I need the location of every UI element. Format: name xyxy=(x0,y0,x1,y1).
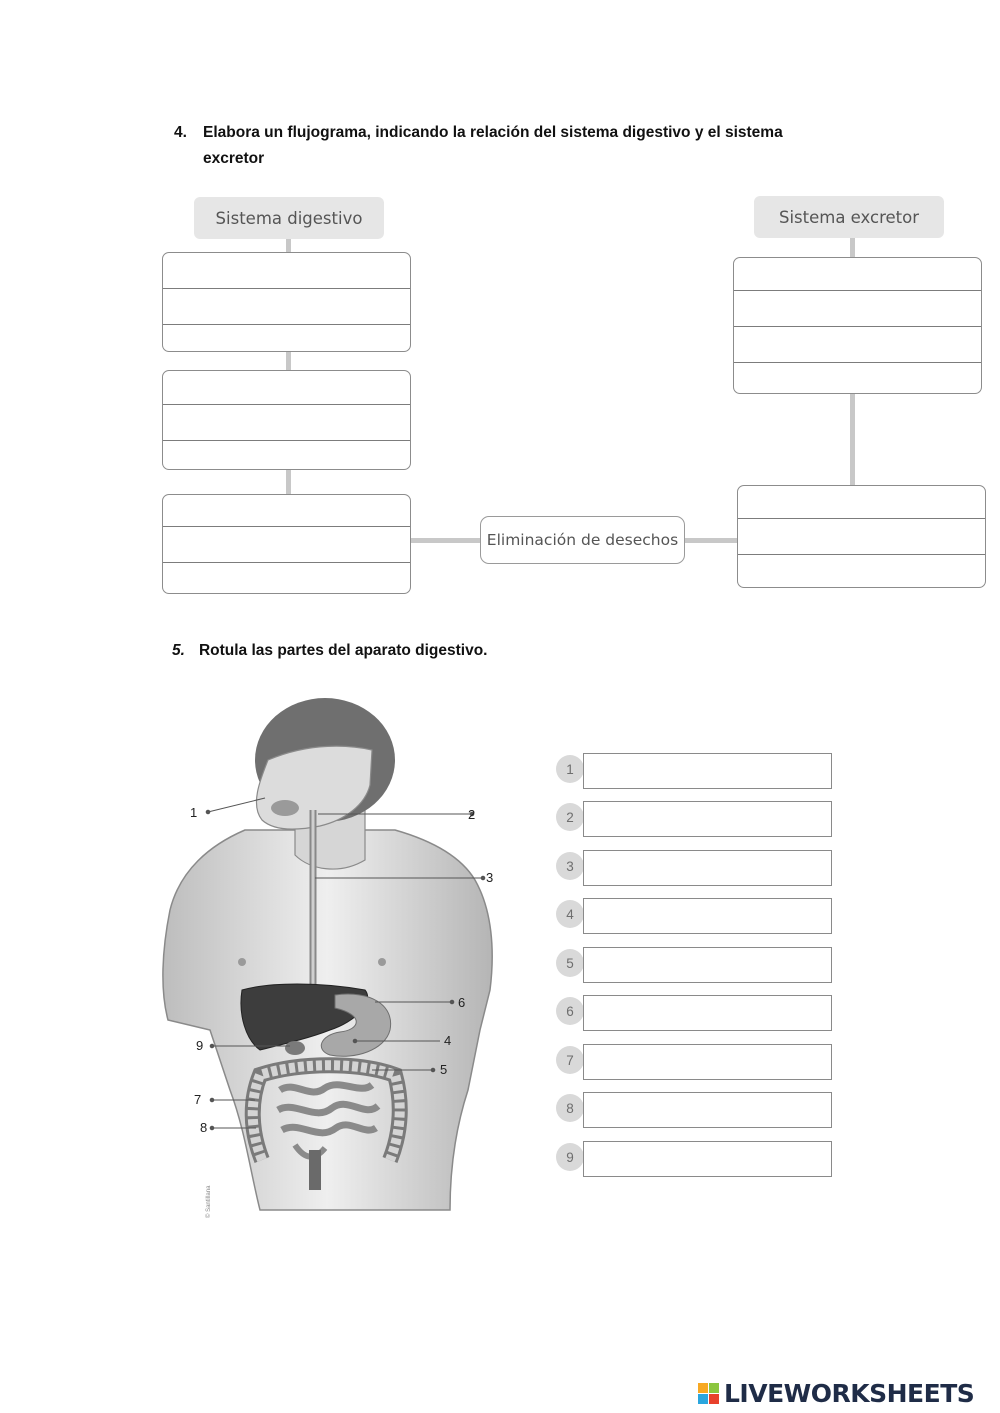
number-badge: 9 xyxy=(556,1143,584,1171)
answer-field-1[interactable] xyxy=(583,753,832,789)
question-5 xyxy=(172,642,488,660)
digestive-box-2 xyxy=(162,370,411,470)
pointer-label: 6 xyxy=(458,995,466,1010)
answer-row xyxy=(556,1044,832,1080)
pointer-label: 4 xyxy=(444,1033,452,1048)
answer-line[interactable] xyxy=(734,363,981,393)
answer-field-5[interactable] xyxy=(583,947,832,983)
answer-line[interactable] xyxy=(163,527,410,563)
waste-elimination-node: Eliminación de desechos xyxy=(480,516,685,564)
answer-row xyxy=(556,995,832,1031)
answer-line[interactable] xyxy=(163,371,410,405)
number-badge: 5 xyxy=(556,949,584,977)
number-badge: 8 xyxy=(556,1094,584,1122)
pointer-label: 3 xyxy=(486,870,494,885)
question-5-text: Rotula las partes del aparato digestivo. xyxy=(198,642,488,659)
human-torso-image xyxy=(150,690,510,1220)
answer-line[interactable] xyxy=(738,519,985,555)
answer-line[interactable] xyxy=(163,441,410,469)
number-badge: 2 xyxy=(556,803,584,831)
connector-line xyxy=(685,538,738,543)
answer-field-3[interactable] xyxy=(583,850,832,886)
answer-line[interactable] xyxy=(734,327,981,363)
answer-line[interactable] xyxy=(163,495,410,527)
connector-line xyxy=(286,469,291,495)
answer-line[interactable] xyxy=(734,258,981,291)
answer-line[interactable] xyxy=(163,405,410,441)
answer-row xyxy=(556,801,832,837)
pointer-label: 9 xyxy=(196,1038,204,1053)
digestive-box-3 xyxy=(162,494,411,594)
answer-row xyxy=(556,1092,832,1128)
liveworksheets-brand xyxy=(698,1379,974,1408)
answer-field-4[interactable] xyxy=(583,898,832,934)
answer-line[interactable] xyxy=(738,486,985,519)
answer-line[interactable] xyxy=(734,291,981,327)
question-5-number: 5. xyxy=(172,642,185,659)
answer-row xyxy=(556,898,832,934)
answer-line[interactable] xyxy=(163,253,410,289)
digestive-system-illustration xyxy=(150,690,510,1220)
connector-line xyxy=(850,238,855,258)
answer-row xyxy=(556,1141,832,1177)
excretory-box-1 xyxy=(733,257,982,394)
answer-line[interactable] xyxy=(163,325,410,351)
answer-line[interactable] xyxy=(738,555,985,587)
brand-name: LIVEWORKSHEETS xyxy=(724,1379,975,1408)
number-badge: 3 xyxy=(556,852,584,880)
answer-row xyxy=(556,947,832,983)
answer-field-7[interactable] xyxy=(583,1044,832,1080)
answer-row xyxy=(556,753,832,789)
pointer-label: 2 xyxy=(468,807,476,822)
answer-field-9[interactable] xyxy=(583,1141,832,1177)
answer-line[interactable] xyxy=(163,563,410,593)
liveworksheets-logo-icon xyxy=(698,1383,719,1404)
answer-field-8[interactable] xyxy=(583,1092,832,1128)
number-badge: 4 xyxy=(556,900,584,928)
pointer-label: 1 xyxy=(190,805,198,820)
pointer-label: 7 xyxy=(194,1092,202,1107)
excretory-system-title: Sistema excretor xyxy=(754,196,944,238)
answer-field-2[interactable] xyxy=(583,801,832,837)
question-4-text: Elabora un flujograma, indicando la relación del sistema digestivo y el sistema excretor xyxy=(203,124,783,167)
image-credit: © Santillana xyxy=(206,1185,212,1218)
digestive-box-1 xyxy=(162,252,411,352)
pointer-label: 8 xyxy=(200,1120,208,1135)
pointer-label: 5 xyxy=(440,1062,448,1077)
connector-line xyxy=(410,538,481,543)
question-4-number: 4. xyxy=(174,124,187,141)
number-badge: 6 xyxy=(556,997,584,1025)
connector-line xyxy=(850,393,855,486)
answer-line[interactable] xyxy=(163,289,410,325)
number-badge: 1 xyxy=(556,755,584,783)
number-badge: 7 xyxy=(556,1046,584,1074)
answer-row xyxy=(556,850,832,886)
digestive-system-title: Sistema digestivo xyxy=(194,197,384,239)
question-4 xyxy=(174,120,824,172)
answer-field-6[interactable] xyxy=(583,995,832,1031)
connector-line xyxy=(286,351,291,371)
excretory-box-2 xyxy=(737,485,986,588)
